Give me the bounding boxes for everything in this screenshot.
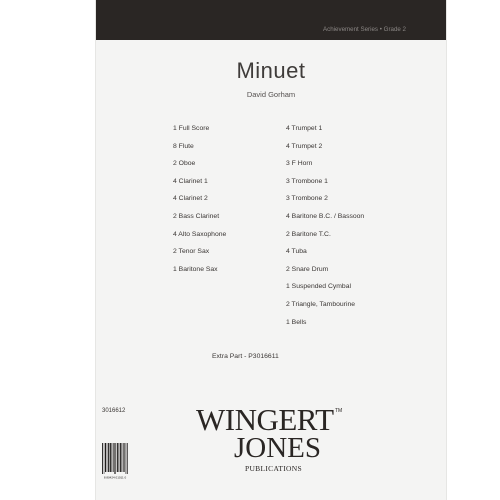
extra-part-note: Extra Part - P3016611 <box>212 353 279 360</box>
instrument-item: 2 Snare Drum <box>286 265 329 273</box>
piece-title: Minuet <box>236 58 306 83</box>
score-cover <box>95 0 447 500</box>
instrument-item: 4 Baritone B.C. / Bassoon <box>286 212 365 220</box>
instrument-item: 4 Clarinet 2 <box>173 195 208 203</box>
instrument-item: 2 Triangle, Tambourine <box>286 300 356 308</box>
header-band <box>96 0 446 40</box>
instrument-item: 4 Trumpet 1 <box>286 125 323 132</box>
instrument-item: 2 Oboe <box>173 160 196 168</box>
publisher-logo <box>194 394 354 478</box>
logo-trademark: TM <box>335 408 343 414</box>
barcode-graphic <box>100 443 130 480</box>
instrument-item: 4 Trumpet 2 <box>286 142 323 150</box>
logo-publications: PUBLICATIONS <box>245 464 302 473</box>
instrumentation-list-right <box>286 124 364 335</box>
logo-wingert: WINGERT <box>196 402 334 437</box>
barcode-number: 8 80424 01011 0 <box>103 475 127 480</box>
logo-jones: JONES <box>234 432 322 464</box>
instrument-item: 2 Tenor Sax <box>173 248 210 256</box>
composer-name: David Gorham <box>246 90 296 99</box>
catalog-number: 3016612 <box>102 408 126 414</box>
instrument-item: 1 Suspended Cymbal <box>286 283 351 291</box>
instrumentation-list-left <box>173 124 226 282</box>
instrument-item: 4 Clarinet 1 <box>173 177 208 185</box>
series-label: Achievement Series • Grade 2 <box>323 26 406 33</box>
instrument-item: 2 Bass Clarinet <box>173 212 220 220</box>
instrument-item: 4 Alto Saxophone <box>173 230 227 238</box>
instrument-item: 2 Baritone T.C. <box>286 230 331 238</box>
instrument-item: 1 Baritone Sax <box>173 265 218 273</box>
instrument-item: 3 F Horn <box>286 160 313 168</box>
instrument-item: 8 Flute <box>173 142 194 150</box>
instrument-item: 4 Tuba <box>286 248 307 256</box>
instrument-item: 3 Trombone 1 <box>286 177 328 185</box>
instrument-item: 1 Bells <box>286 318 307 326</box>
instrument-item: 3 Trombone 2 <box>286 195 328 203</box>
instrument-item: 1 Full Score <box>173 125 210 132</box>
